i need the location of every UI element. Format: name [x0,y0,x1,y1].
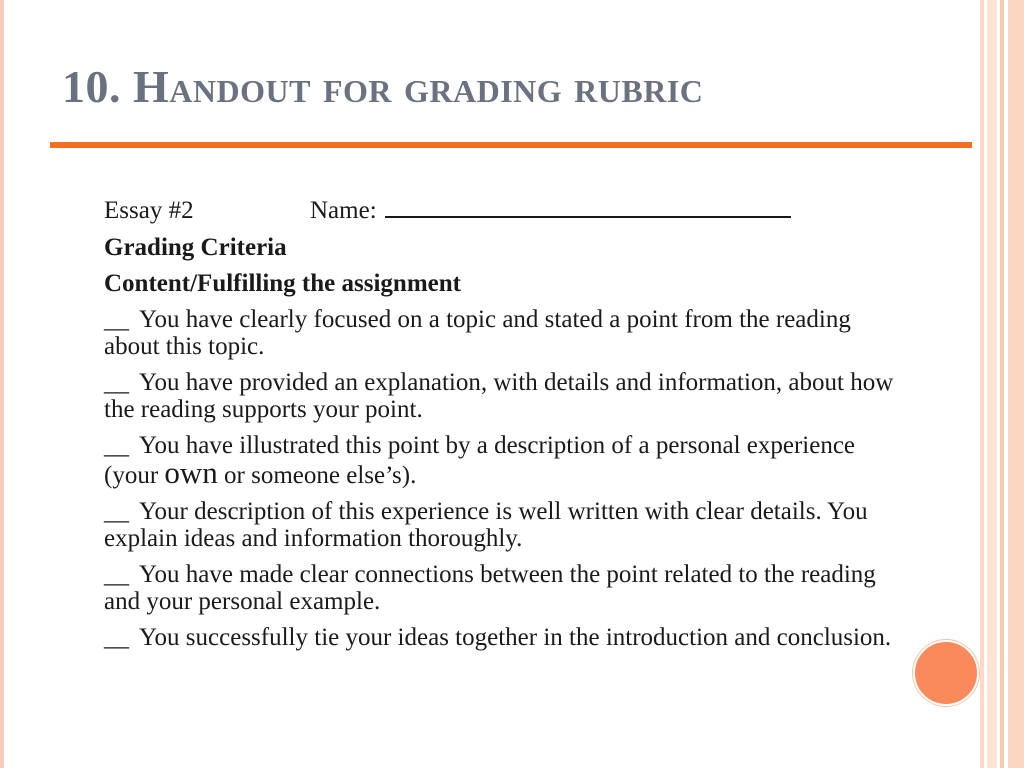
grading-criteria-heading: Grading Criteria [104,234,287,261]
criterion-item [104,432,904,489]
checkbox-blank: __ [104,369,129,396]
criterion-item [104,306,904,360]
name-label: Name: [310,197,377,224]
section-heading: Content/Fulfilling the assignment [104,270,461,297]
criterion-text: You have illustrated this point by a description of a personal experience (your [104,432,856,489]
stripe [1008,0,1024,768]
stripe [987,0,997,768]
criterion-text: You have made clear connections between the point related to the reading and your personal example. [104,561,876,615]
checkbox-blank: __ [104,432,129,459]
decorative-circle [913,640,979,706]
criterion-emphasis: own [164,455,218,490]
criterion-text: You have provided an explanation, with details and information, about how the reading supports your point. [104,369,894,423]
essay-label: Essay #2 [104,197,194,224]
name-blank-line [385,196,791,218]
checkbox-blank: __ [104,624,129,651]
criterion-text: or someone else’s). [217,462,417,489]
title-underline [50,142,972,148]
criterion-item [104,561,904,615]
checkbox-blank: __ [104,306,129,333]
checkbox-blank: __ [104,498,129,525]
handout-body [104,196,904,660]
left-border-decoration [0,0,4,768]
checkbox-blank: __ [104,561,129,588]
right-stripes-decoration [980,0,1024,768]
criterion-text: Your description of this experience is well written with clear details. You explain ideas and information thoroughly. [104,498,868,552]
essay-name-row [104,196,904,224]
slide-title: 10. Handout for grading rubric [62,61,704,112]
criterion-item [104,624,904,651]
criterion-item [104,369,904,423]
criteria-list [104,306,904,651]
criterion-text: You successfully tie your ideas together in the introduction and conclusion. [139,624,892,651]
criterion-text: You have clearly focused on a topic and stated a point from the reading about this topic. [104,306,851,360]
criterion-item [104,498,904,552]
